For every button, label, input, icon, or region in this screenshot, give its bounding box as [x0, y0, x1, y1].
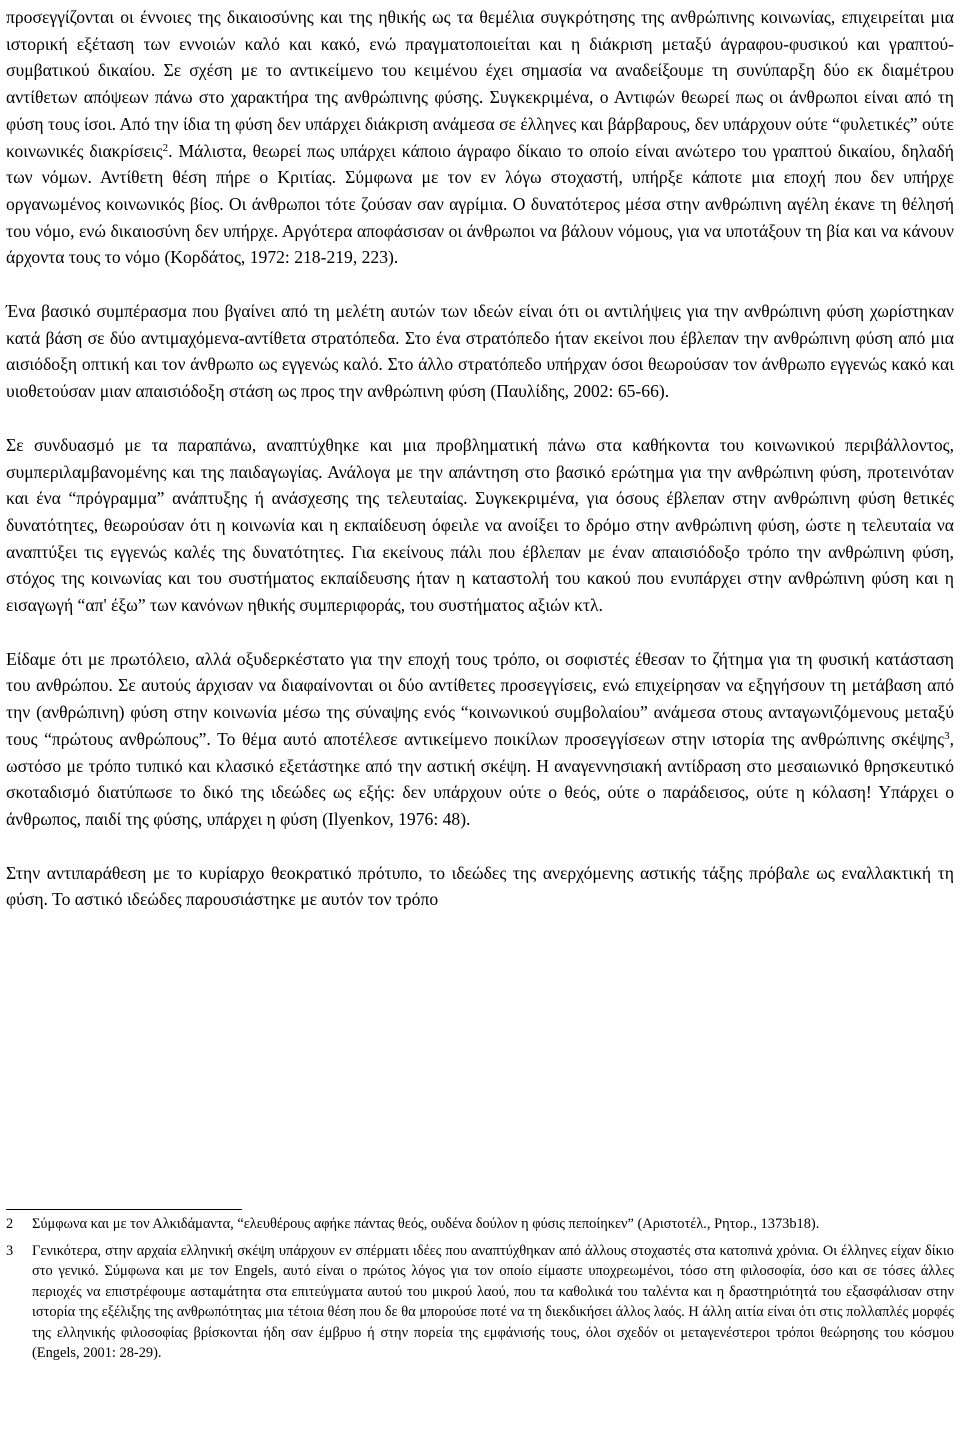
footnotes [6, 1214, 954, 1364]
footnote-number: 2 [6, 1216, 14, 1232]
footnote-ref-3[interactable]: 3 [944, 729, 950, 742]
paragraph-4 [6, 646, 954, 833]
footnote-3 [6, 1241, 954, 1364]
paragraph-text: Σε συνδυασμό με τα παραπάνω, αναπτύχθηκε και μια προβληματική πάνω στα καθήκοντα του κοινωνικού περιβάλλοντος, συμπεριλαμβανομένης και της παιδαγωγίας. Ανάλογα με την απάντηση στο βασικό ερώτημα για την ανθρώπινη φύση, προτεινόταν και ένα “πρόγραμμα” ανάπτυξης ή ανάσχεσης της τελευταίας. Συγκεκριμένα, για όσους έβλεπαν στην ανθρώπινη φύση θετικές δυνατότητες, θεωρούσαν ότι η κοινωνία και η εκπαίδευση όφειλε να ανοίξει το δρόμο στην ανθρώπινη φύση, ώστε η τελευταία να αναπτύξει τις εγγενώς καλές της δυνατότητες. Για εκείνους πάλι που έβλεπαν με έναν απαισιόδοξο τρόπο την ανθρώπινη φύση, στόχος της κοινωνίας και του συστήματος εκπαίδευσης ήταν η καταστολή του κακού που ενυπάρχει στην ανθρώπινη φύση και η εισαγωγή “απ' έξω” των κανόνων ηθικής συμπεριφοράς, του συστήματος αξιών κτλ. [6, 434, 954, 616]
footnote-text: Γενικότερα, στην αρχαία ελληνική σκέψη υπάρχουν εν σπέρματι ιδέες που αναπτύχθηκαν από άλλους στοχαστές στα κατοπινά χρόνια. Οι έλληνες είχαν δίκιο στο γενικό. Σύμφωνα και με τον Engels, αυτό είναι ο πρώτος λόγος για τον οποίο είμαστε υποχρεωμένοι, τόσο στη φιλοσοφία, όσο και σε τόσες άλλες περιοχές να επιστρέφουμε ασταμάτητα στα επιτεύγματα αυτού του μικρού λαού, που τα καθολικά του ταλέντα και η δραστηριότητά του εξασφάλισαν στην ιστορία της εξέλιξης της ανθρωπότητας μια τέτοια θέση που δε θα μπορούσε ποτέ να τη διεκδικήσει άλλος λαός. Η άλλη αιτία είναι ότι στις πολλαπλές μορφές της ελληνικής φιλοσοφίας βρίσκονται ήδη σαν έμβρυο ή στην πορεία της εμφάνισής τους, όλοι σχεδόν οι μεταγενέστεροι τρόποι θεώρησης του κόσμου (Engels, 2001: 28-29). [32, 1242, 954, 1361]
paragraph-text: προσεγγίζονται οι έννοιες της δικαιοσύνης και της ηθικής ως τα θεμέλια συγκρότησης της ανθρώπινης κοινωνίας, επιχειρείται μια ιστορική εξέταση των εννοιών καλό και κακό, ενώ πραγματοποιείται και η διάκριση μεταξύ άγραφου-φυσικού και γραπτού-συμβατικού δικαίου. Σε σχέση με το αντικείμενο του κειμένου έχει σημασία να αναδείξουμε τη συνύπαρξη δύο εκ διαμέτρου αντίθετων απόψεων πάνω στο χαρακτήρα της ανθρώπινης φύσης. Συγκεκριμένα, ο Αντιφών θεωρεί πως οι άνθρωποι είναι από τη φύση τους ίσοι. Από την ίδια τη φύση δεν υπάρχει διάκριση ανάμεσα σε έλληνες και βάρβαρους, δεν υπάρχουν ούτε “φυλετικές” ούτε κοινωνικές διακρίσεις [6, 7, 954, 161]
document-body [6, 4, 954, 913]
paragraph-5 [6, 860, 954, 913]
footnote-number: 3 [6, 1242, 14, 1259]
footnote-text: Σύμφωνα και με τον Αλκιδάμαντα, “ελευθέρους αφήκε πάντας θεός, ουδένα δούλον η φύσις πεποίηκεν” (Αριστοτέλ., Ρητορ., 1373b18). [32, 1216, 820, 1232]
paragraph-text-continued: . Μάλιστα, θεωρεί πως υπάρχει κάποιο άγραφο δίκαιο το οποίο είναι ανώτερο του γραπτού δικαίου, δηλαδή των νόμων. Αντίθετη θέση πήρε ο Κριτίας. Σύμφωνα με τον εν λόγω στοχαστή, υπήρξε κάποτε μια εποχή που δεν υπήρχε οργανωμένος κοινωνικός βίος. Οι άνθρωποι τότε ζούσαν σαν αγρίμια. Ο δυνατότερος μέσα στην ανθρώπινη αγέλη έκανε τη θέλησή του νόμο, ενώ δικαιοσύνη δεν υπήρχε. Αργότερα αποφάσισαν οι άνθρωποι να βάλουν νόμους, για να υποτάξουν τη βία και να κάνουν άρχοντα τους το νόμο (Κορδάτος, 1972: 218-219, 223). [6, 140, 955, 268]
footnote-2 [6, 1214, 954, 1235]
paragraph-3 [6, 432, 954, 619]
footnote-separator [6, 1209, 242, 1210]
paragraph-2 [6, 298, 954, 405]
footnote-ref-2[interactable]: 2 [162, 141, 169, 154]
paragraph-1 [6, 4, 954, 271]
paragraph-text-continued: , ωστόσο με τρόπο τυπικό και κλασικό εξετάστηκε από την αστική σκέψη. Η αναγεννησιακή αντίδραση στο μεσαιωνικό θρησκευτικό σκοταδισμό διατύπωσε το δικό της ιδεώδες ως εξής: δεν υπάρχουν ούτε ο θεός, ούτε ο παράδεισος, ούτε η κόλαση! Υπάρχει ο άνθρωπος, παιδί της φύσης, υπάρχει η φύση (Ilyenkov, 1976: 48). [6, 728, 954, 829]
paragraph-text: Στην αντιπαράθεση με το κυρίαρχο θεοκρατικό πρότυπο, το ιδεώδες της ανερχόμενης αστικής τάξης πρόβαλε ως εναλλακτική τη φύση. Το αστικό ιδεώδες παρουσιάστηκε με αυτόν τον τρόπο [6, 862, 954, 910]
paragraph-text: Είδαμε ότι με πρωτόλειο, αλλά οξυδερκέστατο για την εποχή τους τρόπο, οι σοφιστές έθεσαν το ζήτημα για τη φυσική κατάσταση του ανθρώπου. Σε αυτούς άρχισαν να διαφαίνονται οι δύο αντίθετες προσεγγίσεις, ενώ επιχείρησαν να εξηγήσουν τη μετάβαση από την (ανθρώπινη) φύση στην κοινωνία μέσω της σύναψης ενός “κοινωνικού συμβολαίου” ανάμεσα στους ανταγωνιζόμενους μεταξύ τους “πρώτους ανθρώπους”. Το θέμα αυτό αποτέλεσε αντικείμενο ποικίλων προσεγγίσεων στην ιστορία της ανθρώπινης σκέψης [6, 648, 954, 749]
paragraph-text: Ένα βασικό συμπέρασμα που βγαίνει από τη μελέτη αυτών των ιδεών είναι ότι οι αντιλήψεις για την ανθρώπινη φύση χωρίστηκαν κατά βάση σε δύο αντιμαχόμενα-αντίθετα στρατόπεδα. Στο ένα στρατόπεδο ήταν εκείνοι που έβλεπαν την ανθρώπινη φύση από μια αισιόδοξη οπτική και τον άνθρωπο ως εγγενώς καλό. Στο άλλο στρατόπεδο υπήρχαν όσοι θεωρούσαν τον άνθρωπο εγγενώς κακό και υιοθετούσαν μιαν απαισιόδοξη στάση ως προς την ανθρώπινη φύση (Παυλίδης, 2002: 65-66). [6, 301, 954, 402]
